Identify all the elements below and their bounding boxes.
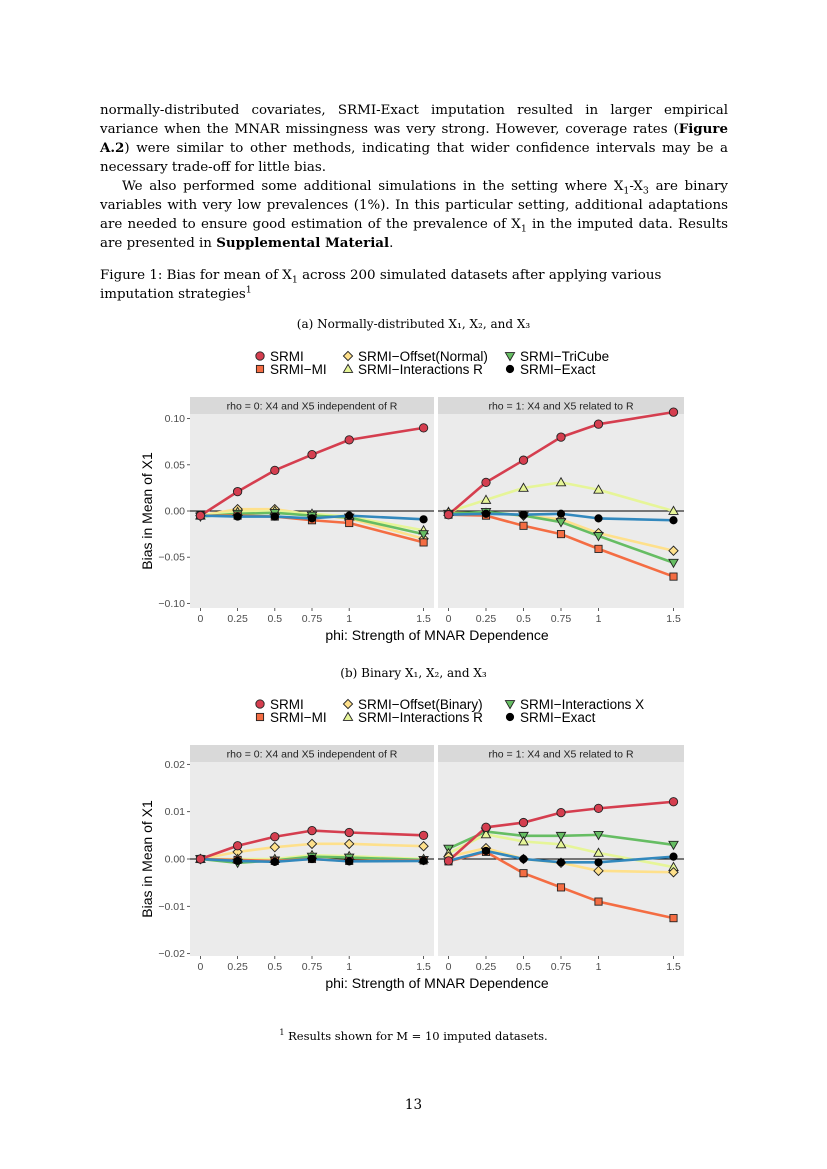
point-srmi-mi [595,545,602,552]
point-srmi [233,487,241,495]
y-tick-label: 0.00 [164,505,185,518]
chart-b [130,688,700,1000]
subfigure-a-caption: (a) Normally-distributed X₁, X₂, and X₃ [296,317,531,331]
legend-key-srmi-tricube [505,353,514,361]
point-srmi-mi [557,884,564,891]
point-srmi-mi [557,530,564,537]
point-srmi [444,510,452,518]
point-srmi [594,804,602,812]
x-tick-label: 0 [197,961,204,973]
x-tick-label: 1 [595,961,602,973]
point-srmi [308,826,316,834]
point-srmi-exact [234,513,241,520]
x-tick-label: 0 [445,961,452,973]
legend-key-srmi-interactions-x [505,701,514,709]
point-srmi [345,828,353,836]
x-tick-label: 1.5 [666,961,681,973]
point-srmi-exact [670,853,677,860]
legend-key-srmi-exact [506,365,513,372]
x-tick-label: 0.25 [227,613,248,625]
point-srmi [271,466,279,474]
point-srmi [419,831,427,839]
footnote: $^1$ Results shown for M = 10 imputed datasets. [279,1028,548,1043]
legend-key-srmi-mi [256,713,263,720]
legend-key-srmi-exact [506,713,513,720]
point-srmi-exact [595,859,602,866]
y-axis-title: Bias in Mean of X1 [139,800,155,918]
legend-item-srmi-exact [506,710,595,725]
y-tick-label: 0.00 [164,853,185,866]
x-tick-label: 1 [346,613,353,625]
point-srmi-exact [670,517,677,524]
legend-item-srmi-exact [506,362,595,377]
panel-strip-label: rho = 1: X4 and X5 related to R [488,748,634,761]
y-tick-label: 0.01 [164,806,185,819]
legend-key-srmi [256,352,264,360]
point-srmi [196,511,204,519]
x-tick-label: 0.25 [475,961,497,973]
panel-strip-label: rho = 0: X4 and X5 independent of R [226,748,398,761]
x-tick-label: 1.5 [666,613,681,625]
legend-key-srmi-interactions-r [343,712,352,720]
point-srmi [519,818,527,826]
legend-label: SRMI [270,697,304,712]
paragraph-1: normally-distributed covariates, SRMI-Exact imputation resulted in larger empirical variance when the MNAR missingness was very strong. However, coverage rates (Figure A.2) were similar to other methods, indicating that wider confidence intervals may be a necessary trade-off for little bias. [100,103,728,175]
x-tick-label: 0.75 [550,613,572,625]
point-srmi [271,833,279,841]
point-srmi-exact [308,515,315,522]
point-srmi-exact [520,511,527,518]
y-tick-label: 0.02 [164,758,185,771]
x-axis-title: phi: Strength of MNAR Dependence [325,627,549,643]
point-srmi-mi [670,915,677,922]
x-tick-label: 1 [595,613,602,625]
point-srmi-exact [420,857,427,864]
point-srmi-exact [482,510,489,517]
legend-label: SRMI−TriCube [520,349,610,364]
point-srmi [557,433,565,441]
point-srmi-mi [346,519,353,526]
chart-a [130,340,700,652]
legend-label: SRMI−Exact [520,710,596,725]
point-srmi [669,408,677,416]
legend-item-srmi-mi [256,362,326,377]
legend-label: SRMI−MI [270,710,327,725]
x-axis-title: phi: Strength of MNAR Dependence [325,975,549,991]
x-tick-label: 0.5 [516,961,531,973]
panel-strip-label: rho = 0: X4 and X5 independent of R [226,400,398,413]
panel-2 [438,397,684,625]
x-tick-label: 1 [346,961,353,973]
y-tick-label: −0.01 [158,900,185,913]
x-tick-label: 0.5 [267,613,283,625]
legend-label: SRMI−Interactions R [358,362,483,377]
point-srmi-exact [595,515,602,522]
point-srmi-exact [482,847,489,854]
point-srmi [482,823,490,831]
figure-caption: Figure 1: Bias for mean of $X_1$ across 200 simulated datasets after applying various imputation strategies$^1$ [100,268,662,302]
x-tick-label: 0 [197,613,204,625]
point-srmi-exact [557,510,564,517]
point-srmi-exact [557,859,564,866]
legend-key-srmi [256,700,264,708]
y-tick-label: −0.02 [158,948,185,961]
x-tick-label: 1.5 [416,961,431,973]
subfigure-b-caption: (b) Binary X₁, X₂, and X₃ [340,666,487,680]
x-tick-label: 1.5 [416,613,431,625]
legend-key-srmi-offset-binary [343,699,352,708]
y-tick-label: −0.10 [158,597,185,610]
point-srmi-exact [271,513,278,520]
legend-item-srmi-interactions-r [343,362,483,377]
legend-label: SRMI−Interactions X [520,697,645,712]
legend-key-srmi-offset-normal [343,351,352,360]
panel-strip-label: rho = 1: X4 and X5 related to R [488,400,634,413]
point-srmi [233,842,241,850]
point-srmi-exact [308,855,315,862]
point-srmi-mi [520,522,527,529]
legend-label: SRMI−MI [270,362,327,377]
x-tick-label: 0.75 [301,613,323,625]
point-srmi [557,808,565,816]
point-srmi [196,855,204,863]
point-srmi-exact [234,857,241,864]
point-srmi-mi [520,870,527,877]
legend-label: SRMI [270,349,304,364]
point-srmi-exact [346,512,353,519]
x-tick-label: 0.5 [516,613,531,625]
paragraph-2: We also performed some additional simulations in the setting where $X_1-X_3$ are binary variables with very low prevalences (1%). In this particular setting, additional adaptations are needed to ensure good estimation of the prevalence of $X_1$ in the imputed data. Results are presented in Supplemental Material. [100,179,729,251]
point-srmi [594,420,602,428]
x-tick-label: 0 [445,613,452,625]
panel-1 [190,397,434,625]
legend-key-srmi-mi [256,365,263,372]
y-axis-title: Bias in Mean of X1 [139,452,155,570]
legend-key-srmi-interactions-r [343,364,352,372]
point-srmi-exact [271,858,278,865]
point-srmi-exact [420,516,427,523]
legend-label: SRMI−Offset(Binary) [358,697,483,712]
legend-label: SRMI−Exact [520,362,596,377]
page-number: 13 [404,1097,423,1113]
x-tick-label: 0.25 [227,961,248,973]
legend-item-srmi-mi [256,710,326,725]
point-srmi-mi [420,539,427,546]
point-srmi-mi [595,898,602,905]
point-srmi [482,478,490,486]
point-srmi-exact [520,855,527,862]
point-srmi [308,450,316,458]
x-tick-label: 0.5 [267,961,283,973]
panel-2 [438,745,684,973]
point-srmi [444,857,452,865]
point-srmi [345,436,353,444]
panel-1 [190,745,434,973]
x-tick-label: 0.25 [475,613,497,625]
point-srmi [669,798,677,806]
point-srmi-exact [346,858,353,865]
legend-label: SRMI−Interactions R [358,710,483,725]
y-tick-label: 0.10 [164,413,185,426]
legend-label: SRMI−Offset(Normal) [358,349,488,364]
x-tick-label: 0.75 [550,961,572,973]
legend-item-srmi-interactions-r [343,710,483,725]
point-srmi [419,424,427,432]
y-tick-label: −0.05 [158,551,185,564]
y-tick-label: 0.05 [164,459,185,472]
x-tick-label: 0.75 [301,961,323,973]
point-srmi [519,456,527,464]
point-srmi-mi [670,573,677,580]
